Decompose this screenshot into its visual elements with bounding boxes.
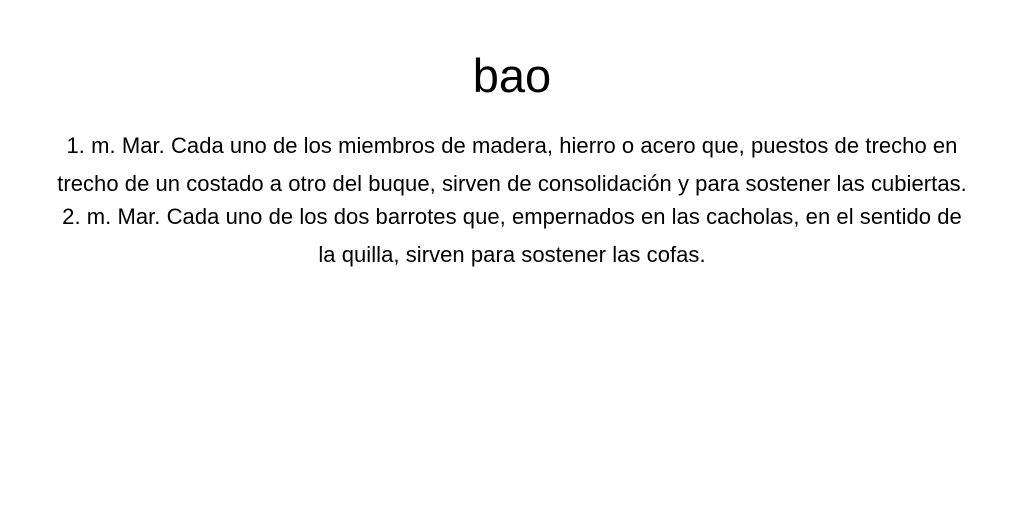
- definition-item-1: 1. m. Mar. Cada uno de los miembros de madera, hierro o acero que, puestos de trecho en trecho de un costado a otro del buque, sirven de consolidación y para sostener las cubiertas.: [57, 133, 967, 196]
- entry-headword: bao: [472, 49, 552, 102]
- definition-item-2: 2. m. Mar. Cada uno de los dos barrotes que, empernados en las cacholas, en el sentido de la quilla, sirven para sostener las cofas.: [62, 204, 962, 267]
- definition-list: [52, 127, 972, 273]
